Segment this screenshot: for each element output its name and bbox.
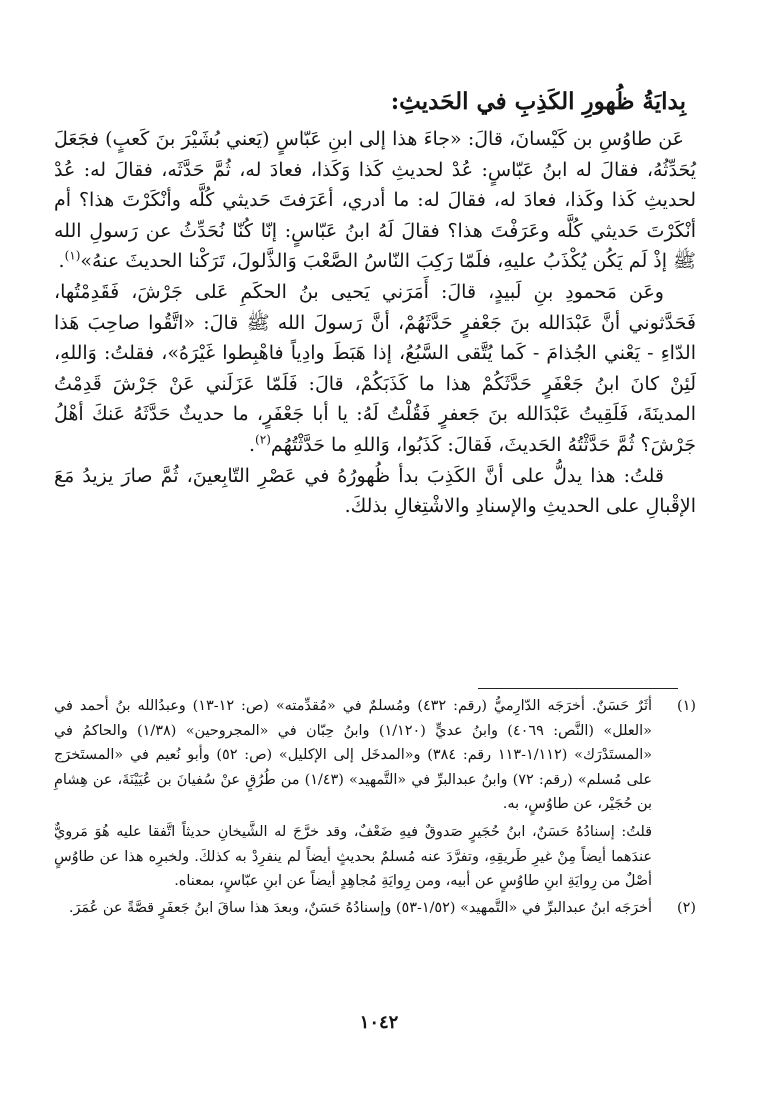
footnote-2: [54, 896, 696, 921]
footnote-number-2: (٢): [677, 899, 696, 916]
footnote-ref-1: (١): [64, 249, 81, 264]
footnote-ref-2: (٢): [255, 432, 271, 447]
footnote-separator: [478, 688, 678, 689]
section-heading: بِدايَةُ ظُهورِ الكَذِبِ في الحَديثِ:: [390, 88, 686, 115]
footnote-number-1: (١): [677, 698, 696, 714]
paragraph-comment: قلتُ: هذا يدلُّ على أنَّ الكَذِبَ بدأ ظُهورُهُ في عَصْرِ التّابِعينَ، ثُمَّ صارَ يزيدُ مَعَ الإقْبالِ على الحديثِ والإسنادِ والاشْتِغالِ بذلكَ.: [54, 464, 696, 518]
footnote-1-text: أثَرٌ حَسَنٌ. أخرَجَه الدّارِميُّ (رقم: ٤٣٢) ومُسلمٌ في «مُقدِّمته» (ص: ١٢-١٣) وعبدُالله بنُ أحمد في «العلل» (النَّص: ٤٠٦٩) وابنُ عديٍّ (١/١٢٠) وابنُ حِبّان في «المجروحين» (١/٣٨) والحاكمُ في «المستَدْرَك» (١/١١٢-١١٣ رقم: ٣٨٤) و«المدخَل إلى الإكليل» (ص: ٥٢) وأبو نُعيم في «المستَخرَج على مُسلم» (رقم: ٧٢) وابنُ عبدالبرِّ في «التَّمهيد» (١/٤٣) من طُرُقٍ عنْ سُفيانَ بن عُيَيْنَةَ، عن هِشامِ بن حُجَيْر، عن طاوُسٍ، به.: [54, 698, 653, 813]
page-number: ١٠٤٢: [359, 1012, 399, 1033]
footnote-2-text: أخرَجَه ابنُ عبدالبرِّ في «التَّمهيد» (١/٥٢-٥٣) وإسنادُهُ حَسَنٌ، وبعدَ هذا ساقَ ابنُ جَعفَرٍ قصَّةً عن عُمَرَ.: [68, 899, 652, 916]
paragraph-tawus-text: عَن طاوُسِ بن كَيْسانَ، قالَ: «جاءَ هذا إلى ابنِ عَبّاسٍ (يَعني بُشَيْرَ بنَ كَعبٍ) فجَعَلَ يُحَدِّثُهُ، فقالَ له ابنُ عَبّاسٍ: عُدْ لحديثِ كَذا وَكَذا، فعادَ له، ثُمَّ حَدَّثَه، فقالَ له: عُدْ لحديثِ كَذا وكَذا، فعادَ له، فقالَ له: ما أدري، أعَرَفتَ حَديثي كُلَّه وأنْكَرْتَ هذا؟ أم أنْكَرْتَ حَديثي كُلَّه وعَرَفْتَ هذا؟ فقالَ لَهُ ابنُ عَبّاسٍ: إنّا كُنّا نُحَدِّثُ عن رَسولِ الله ﷺ إذْ لَم يَكُن يُكْذَبُ عليهِ، فلَمّا رَكِبَ النّاسُ الصَّعْبَ وَالذَّلولَ، تَرَكْنا الحديثَ عنهُ»: [54, 128, 696, 273]
footnote-1-comment: قلتُ: إسنادُهُ حَسَنٌ، ابنُ حُجَيرٍ صَدوقٌ فيهِ ضَعْفٌ، وقد خرَّجَ له الشَّيخانِ حديثاً اتَّفقا عليه هُوَ مَرويٌّ عندَهما أيضاً مِنْ غيرِ طَريقِهِ، وتفرَّدَ عنه مُسلمٌ بحديثٍ أيضاً لم ينفرِدْ به كذلكَ. ولخبرِه هذا عن طاوُسٍ أصْلٌ من رِوايَةِ ابنِ طاوُسٍ عن أبيه، ومن رِوايَةِ مُجاهِدٍ أيضاً عن ابنِ عبّاسٍ، بمعناه.: [54, 823, 652, 890]
footnotes: [54, 694, 696, 920]
paragraph-tawus: عَن طاوُسِ بن كَيْسانَ، قالَ: «جاءَ هذا إلى ابنِ عَبّاسٍ (يَعني بُشَيْرَ بنَ كَعبٍ) فجَعَلَ يُحَدِّثُهُ، فقالَ له ابنُ عَبّاسٍ: عُدْ لحديثِ كَذا وَكَذا، فعادَ له، ثُمَّ حَدَّثَه، فقالَ له: عُدْ لحديثِ كَذا وكَذا، فعادَ له، فقالَ له: ما أدري، أعَرَفتَ حَديثي كُلَّه وأنْكَرْتَ هذا؟ أم أنْكَرْتَ حَديثي كُلَّه وعَرَفْتَ هذا؟ فقالَ لَهُ ابنُ عَبّاسٍ: إنّا كُنّا نُحَدِّثُ عن رَسولِ الله ﷺ إذْ لَم يَكُن يُكْذَبُ عليهِ، فلَمّا رَكِبَ النّاسُ الصَّعْبَ وَالذَّلولَ، تَرَكْنا الحديثَ عنهُ»$^{(١)}$.: [54, 128, 696, 273]
paragraph-mahmud-text: وعَن مَحمودِ بنِ لَبيدٍ، قالَ: أَمَرَني يَحيى بنُ الحكَمِ عَلى جَرْشَ، فَقَدِمْتُها، فَحَدَّثوني أنَّ عَبْدَالله بنَ جَعْفرٍ حَدَّثَهُمْ، أنَّ رَسولَ الله ﷺ قالَ: «اتَّقُوا صاحِبَ هَذا الدّاءِ - يَعْني الجُذامَ - كَما يُتَّقى السَّبُعُ، إذا هَبَطَ وادِياً فاهْبِطوا غَيْرَهُ»، فقلتُ: وَاللهِ، لَئِنْ كانَ ابنُ جَعْفَرٍ حَدَّثَكُمْ هذا ما كَذَبَكُمْ، قالَ: فَلَمّا عَزَلَني عَنْ جَرْشَ قَدِمْتُ المدينَةَ، فَلَقِيتُ عَبْدَالله بنَ جَعفرٍ فَقُلْتُ لَهُ: يا أبا جَعْفَرٍ، ما حديثٌ حَدَّثَهُ عَنكَ أهْلُ جَرْشَ؟ ثُمَّ حَدَّثْتُهُ الحَديثَ، فَقالَ: كَذَبُوا، وَاللهِ ما حَدَّثْتُهُم: [54, 280, 696, 456]
footnote-1: [54, 694, 696, 894]
paragraph-mahmud: [54, 277, 696, 461]
main-text: [54, 124, 696, 522]
paragraph-mahmud-end: .: [249, 433, 256, 456]
